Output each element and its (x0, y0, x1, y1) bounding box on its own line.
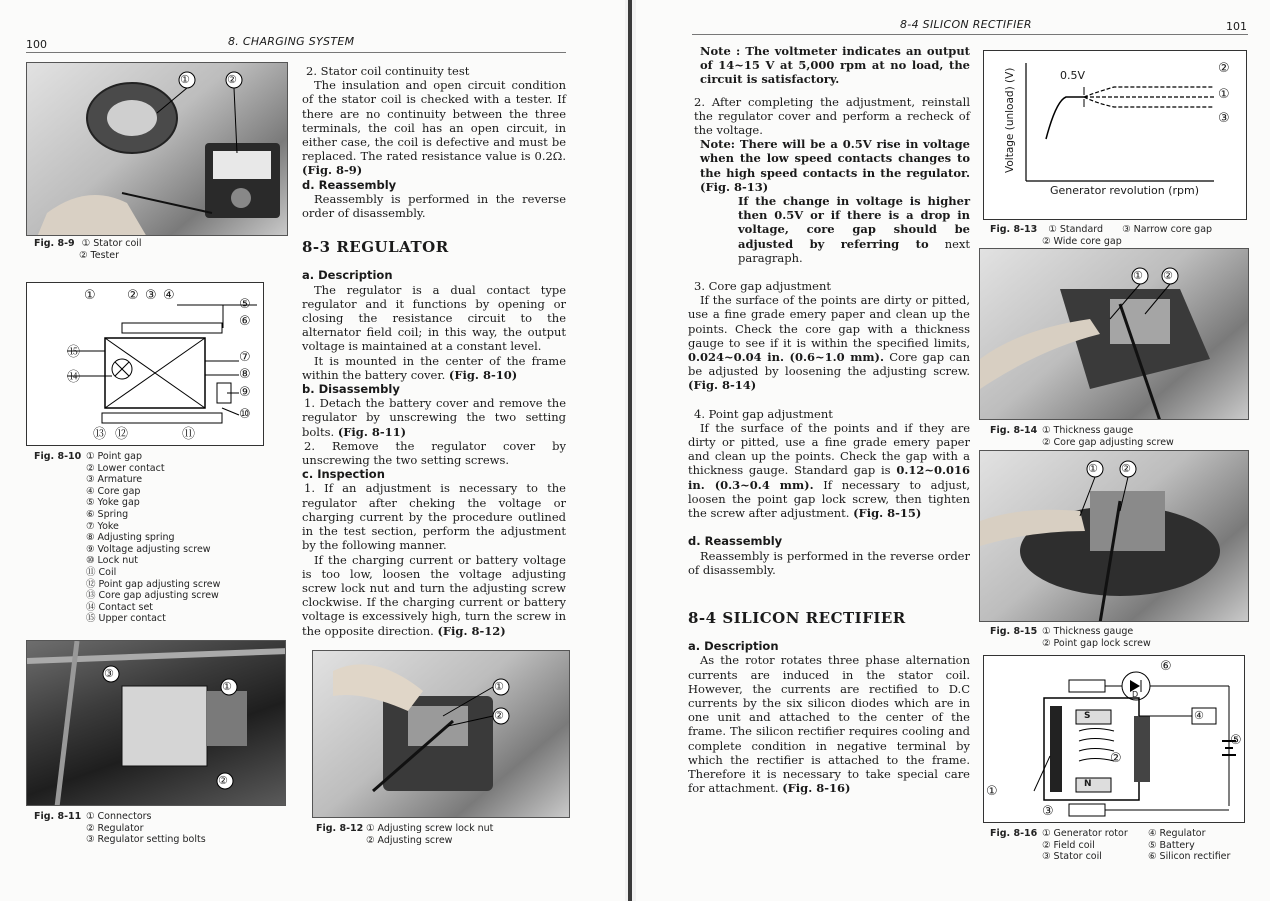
fig-8-14-callout-2: ② (1163, 269, 1173, 282)
fig-8-15-callout-2: ② (1121, 462, 1131, 475)
fig-8-10-item: ⑦ Yoke (86, 520, 119, 532)
fig-8-10-item: ⑪ Coil (86, 566, 117, 578)
fig-8-10-callout-7: ⑦ (239, 350, 251, 365)
header-rule-right (692, 34, 1248, 35)
fig-8-13-item-3: ③ Narrow core gap (1122, 224, 1213, 235)
fig-8-14-item: ① Thickness gauge (1042, 425, 1134, 436)
fig-8-13-item-2: ② Wide core gap (1042, 235, 1122, 247)
fig-8-10-callout-10: ⑩ (239, 407, 251, 422)
point-gap-body (688, 421, 970, 520)
description-text-2: It is mounted in the center of the frame within the battery cover. (302, 353, 566, 382)
note-core-gap (688, 194, 970, 265)
fig-8-13-xlabel: Generator revolution (rpm) (1050, 184, 1200, 197)
fig-8-13-callout-1: ① (1218, 87, 1230, 102)
fig-8-11-item: ② Regulator (86, 822, 144, 834)
fig-8-13-caption (990, 224, 1212, 247)
fig-8-10-callout-8: ⑧ (239, 367, 251, 382)
fig-8-9-photo (26, 62, 288, 236)
point-gap-text-2: If necessary to adjust, loosen the point gap lock screw, then tighten the screw after adjustment. (688, 477, 971, 521)
note-voltage-rise-ref: (Fig. 8-13) (700, 179, 769, 194)
point-gap-ref: (Fig. 8-15) (853, 506, 922, 521)
fig-8-16-callout-5: ⑤ (1230, 733, 1242, 748)
core-gap-heading: 3. Core gap adjustment (694, 279, 831, 294)
fig-8-12-photo (312, 650, 570, 818)
fig-8-10-item: ② Lower contact (86, 462, 165, 474)
fig-8-16-letter-d: D (1132, 690, 1139, 699)
fig-8-14-legend (1042, 425, 1174, 448)
fig-8-10-item: ⑫ Point gap adjusting screw (86, 578, 221, 590)
right-page (636, 0, 1270, 901)
description-ref: (Fig. 8-10) (448, 367, 518, 382)
fig-8-13-ylabel: Voltage (unload) (V) (1004, 67, 1016, 173)
right-text-column (688, 44, 970, 795)
fig-8-14-label: Fig. 8-14 (990, 425, 1038, 436)
fig-8-16-callout-4: ④ (1194, 709, 1204, 722)
fig-8-16-callout-3: ③ (1042, 804, 1054, 819)
fig-8-16-letter-s: S (1084, 711, 1091, 721)
fig-8-9-caption (34, 238, 142, 261)
note-core-gap-text: If the change in voltage is higher then 0.5V or if there is a drop in voltage, core gap should be adjusted by referring to (738, 194, 970, 251)
fig-8-16-item: ① Generator rotor (1042, 828, 1128, 839)
fig-8-9-callout-1: ① (180, 73, 190, 86)
fig-8-16-letter-n: N (1084, 779, 1092, 789)
fig-8-15-legend (1042, 626, 1151, 649)
fig-8-10-callout-14: ⑭ (67, 370, 81, 385)
fig-8-10-item: ④ Core gap (86, 485, 141, 497)
disassembly-heading: b. Disassembly (302, 382, 400, 397)
fig-8-10-item: ⑬ Core gap adjusting screw (86, 590, 219, 602)
fig-8-9-label: Fig. 8-9 (34, 238, 75, 249)
fig-8-12-label: Fig. 8-12 (316, 823, 364, 834)
fig-8-10-callout-13: ⑬ (93, 427, 107, 442)
note-core-gap-tail: next paragraph. (738, 236, 971, 265)
fig-8-11-label: Fig. 8-11 (34, 811, 82, 822)
fig-8-11-photo (26, 640, 286, 806)
description-body-1: The regulator is a dual contact type regulator and it functions by opening or closing the resistance circuit to the alternator field coil; in this way, the output voltage is maintained at a constant level. (302, 282, 566, 354)
description-ref-right: (Fig. 8-16) (782, 781, 851, 796)
fig-8-11-item: ① Connectors (86, 811, 152, 822)
description-body-2 (302, 354, 566, 382)
reassembly-body-right: Reassembly is performed in the reverse order of disassembly. (688, 548, 970, 577)
fig-8-9-callout-2: ② (227, 73, 237, 86)
description-heading-left: a. Description (302, 268, 393, 283)
fig-8-10-callout-3: ③ (145, 288, 157, 303)
fig-8-14-photo (979, 248, 1249, 420)
fig-8-13-item-1: ① Standard (1048, 224, 1104, 235)
inspection-step-1: 1. If an adjustment is necessary to the regulator after cheking the voltage or charging current by the procedure outlined in the test section, perform the adjustment by the following manner. (302, 481, 566, 553)
description-text-right: As the rotor rotates three phase alternation currents are induced in the stator coil. However, the currents are rectified to D.C currents by the six silicon diodes which are in one unit and attached to the center of the frame. The silicon rectifier requires cooling and complete condition in negative terminal by which the rectifier is attached to the frame. Therefore it is necessary to take special care for attachment. (688, 653, 970, 796)
note-voltmeter: Note : The voltmeter indicates an output of 14~15 V at 5,000 rpm at no load, the circuit is satisfactory. (700, 44, 970, 87)
fig-8-10-item: ① Point gap (86, 451, 143, 462)
core-gap-body (688, 293, 970, 392)
fig-8-13-callout-3: ③ (1218, 111, 1230, 126)
fig-8-15-photo (979, 450, 1249, 622)
fig-8-10-callout-6: ⑥ (239, 314, 251, 329)
fig-8-9-item-1: ① Stator coil (81, 238, 142, 249)
fig-8-11-legend (86, 811, 206, 846)
reassembly-heading-right: d. Reassembly (688, 534, 783, 549)
fig-8-12-callout-2: ② (494, 709, 504, 722)
core-gap-ref: (Fig. 8-14) (688, 378, 757, 393)
fig-8-10-item: ③ Armature (86, 474, 143, 486)
disassembly-step-2: 2. Remove the regulator cover by unscrewing the two setting screws. (302, 438, 566, 468)
fig-8-10-callout-9: ⑨ (239, 385, 251, 400)
fig-8-11-item: ③ Regulator setting bolts (86, 834, 206, 846)
fig-8-10-callout-4: ④ (163, 288, 175, 303)
step-2-recheck: 2. After completing the adjustment, reinstall the regulator cover and perform a recheck of the voltage. (694, 94, 970, 138)
fig-8-16-label-wrap (990, 828, 1041, 840)
fig-8-10-callout-12: ⑫ (115, 427, 129, 442)
stator-test-body (302, 78, 566, 177)
core-gap-limits: 0.024~0.04 in. (0.6~1.0 mm). (688, 350, 884, 365)
core-gap-text: If the surface of the points are dirty or pitted, use a fine grade emery paper and clean up the points. Check the core gap with a thickness gauge to see if it is within the specified limits, (688, 293, 970, 350)
fig-8-11-callout-2: ② (218, 774, 228, 787)
inspection-heading: c. Inspection (302, 467, 385, 482)
fig-8-12-label-wrap (316, 823, 367, 835)
left-page (0, 0, 625, 901)
stator-test-text: The insulation and open circuit condition of the stator coil is checked with a tester. If there are no continuity between the three terminals, the coil has an open circuit, in either case, the coil is defective and must be replaced. The rated resistance value is 0.2Ω. (302, 78, 566, 164)
section-title-silicon-rectifier: 8-4 SILICON RECTIFIER (688, 608, 906, 627)
fig-8-11-callout-3: ③ (104, 667, 114, 680)
fig-8-16-diagram (983, 655, 1245, 823)
fig-8-16-item: ② Field coil (1042, 839, 1095, 851)
fig-8-10-item: ⑧ Adjusting spring (86, 532, 175, 544)
fig-8-16-item: ⑥ Silicon rectifier (1148, 851, 1231, 863)
disassembly-step-1 (302, 396, 566, 439)
inspection-text: If the charging current or battery voltage is too low, loosen the voltage adjusting screw lock nut and turn the adjusting screw clockwise. If the charging current or battery voltage is excessively high, turn the screw in the opposite direction. (302, 552, 566, 638)
description-body-right (688, 653, 970, 795)
stator-test-ref: (Fig. 8-9) (302, 163, 363, 178)
fig-8-16-callout-6: ⑥ (1160, 659, 1172, 674)
disassembly-step-1-text: 1. Detach the battery cover and remove the regulator by unscrewing the two setting bolts. (302, 396, 566, 439)
fig-8-10-label-wrap (34, 451, 85, 463)
reassembly-body-left: Reassembly is performed in the reverse order of disassembly. (302, 191, 566, 221)
page-number-right: 101 (1226, 20, 1247, 33)
disassembly-step-1-ref: (Fig. 8-11) (337, 424, 407, 439)
fig-8-16-label: Fig. 8-16 (990, 828, 1038, 839)
fig-8-10-callout-11: ⑪ (182, 427, 196, 442)
left-text-column (302, 64, 566, 638)
fig-8-10-diagram (26, 282, 264, 446)
fig-8-16-callout-2: ② (1110, 751, 1122, 766)
fig-8-14-item: ② Core gap adjusting screw (1042, 436, 1174, 448)
fig-8-13-callout-2: ② (1218, 61, 1230, 76)
fig-8-11-callout-1: ① (222, 680, 232, 693)
fig-8-16-legend-col2 (1148, 828, 1230, 863)
fig-8-16-legend-col1 (1042, 828, 1128, 863)
core-gap-text-2: Core gap can be adjusted by loosening the adjusting screw. (688, 350, 970, 379)
fig-8-13-label: Fig. 8-13 (990, 224, 1038, 235)
fig-8-12-item: ① Adjusting screw lock nut (366, 823, 494, 834)
inspection-body (302, 553, 566, 638)
page-header-left: 8. CHARGING SYSTEM (228, 35, 355, 48)
fig-8-15-item: ② Point gap lock screw (1042, 637, 1151, 649)
fig-8-10-item: ⑨ Voltage adjusting screw (86, 543, 211, 555)
description-heading-right: a. Description (688, 639, 779, 654)
fig-8-10-callout-15: ⑮ (67, 345, 81, 360)
fig-8-15-label: Fig. 8-15 (990, 626, 1038, 637)
note-voltage-rise-text: Note: There will be a 0.5V rise in voltage when the low speed contacts changes to the high speed contacts in the regulator. (700, 137, 970, 180)
fig-8-10-item: ⑩ Lock nut (86, 555, 138, 567)
fig-8-10-item: ⑥ Spring (86, 508, 129, 520)
fig-8-10-label: Fig. 8-10 (34, 451, 82, 462)
fig-8-16-item: ④ Regulator (1148, 828, 1206, 839)
inspection-ref: (Fig. 8-12) (437, 623, 506, 638)
fig-8-10-item: ⑭ Contact set (86, 601, 154, 613)
fig-8-16-item: ③ Stator coil (1042, 851, 1102, 863)
point-gap-text: If the surface of the points and if they are dirty or pitted, use a fine grade emery paper and clean up the points. Check the gap with a thickness gauge. Standard gap is (688, 420, 970, 478)
fig-8-13-graph (983, 50, 1247, 220)
fig-8-10-callout-5: ⑤ (239, 297, 251, 312)
note-voltage-rise (688, 137, 970, 194)
fig-8-10-item: ⑮ Upper contact (86, 613, 166, 625)
fig-8-14-label-wrap (990, 425, 1041, 437)
stator-test-heading: 2. Stator coil continuity test (306, 64, 470, 78)
header-rule-left (26, 52, 566, 53)
reassembly-heading-left: d. Reassembly (302, 177, 397, 192)
fig-8-10-item: ⑤ Yoke gap (86, 497, 140, 509)
fig-8-9-item-2: ② Tester (79, 249, 119, 261)
point-gap-limits: 0.12~0.016 in. (0.3~0.4 mm). (688, 463, 971, 492)
fig-8-10-callout-1: ① (84, 288, 96, 303)
section-title-regulator: 8-3 REGULATOR (302, 238, 449, 257)
fig-8-15-label-wrap (990, 626, 1041, 638)
fig-8-11-label-wrap (34, 811, 85, 823)
fig-8-12-callout-1: ① (494, 680, 504, 693)
page-header-right: 8-4 SILICON RECTIFIER (900, 18, 1032, 31)
fig-8-16-item: ⑤ Battery (1148, 839, 1195, 851)
fig-8-10-callout-2: ② (127, 288, 139, 303)
fig-8-15-callout-1: ① (1088, 462, 1098, 475)
fig-8-16-callout-1: ① (986, 784, 998, 799)
fig-8-13-annotation: 0.5V (1060, 69, 1086, 82)
page-number-left: 100 (26, 38, 47, 51)
fig-8-14-callout-1: ① (1133, 269, 1143, 282)
book-spine-divider (628, 0, 632, 901)
fig-8-12-item: ② Adjusting screw (366, 834, 453, 846)
fig-8-10-legend (86, 451, 220, 625)
fig-8-15-item: ① Thickness gauge (1042, 626, 1134, 637)
point-gap-heading: 4. Point gap adjustment (694, 406, 833, 421)
fig-8-12-legend (366, 823, 493, 846)
